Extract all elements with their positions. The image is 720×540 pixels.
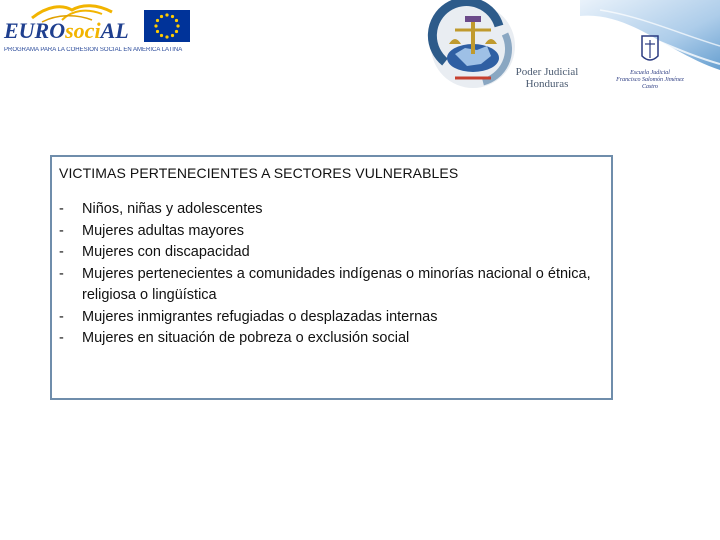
poder-judicial-line1: Poder Judicial [515, 66, 579, 78]
list-dash: - [59, 201, 64, 217]
eurosocial-tagline: PROGRAMA PARA LA COHESIÓN SOCIAL EN AMÉRICA LATINA [4, 47, 183, 53]
box-title: VICTIMAS PERTENECIENTES A SECTORES VULNERABLES [59, 165, 459, 181]
list-dash: - [59, 330, 64, 346]
eurosocial-logo [2, 2, 192, 58]
list-dash: - [59, 244, 64, 260]
vulnerable-sectors-list [59, 199, 603, 350]
list-item [59, 307, 603, 329]
list-dash: - [59, 265, 64, 282]
eu-flag-icon [144, 10, 190, 42]
list-item [59, 264, 603, 307]
corner-decoration [580, 0, 720, 100]
eurosocial-wordmark: EUROsociAL [4, 18, 129, 43]
list-item [59, 199, 603, 221]
list-item [59, 242, 603, 264]
list-item [59, 328, 603, 350]
poder-judicial-seal-icon [425, 0, 515, 100]
list-item-text: Mujeres adultas mayores [82, 222, 244, 239]
seal-line2: Francisco Salomón Jiménez Castro [616, 77, 684, 90]
content-box [50, 155, 613, 400]
list-item-text: Mujeres en situación de pobreza o exclusión social [82, 330, 410, 346]
list-dash: - [59, 222, 64, 239]
list-dash: - [59, 308, 64, 325]
poder-judicial-text [507, 66, 587, 90]
list-item [59, 221, 603, 243]
list-item-text: Mujeres con discapacidad [82, 244, 250, 260]
escuela-judicial-text [616, 70, 684, 91]
poder-judicial-logo [425, 0, 590, 100]
list-item-text: Mujeres pertenecientes a comunidades indígenas o minorías nacional o étnica, religiosa o lingüística [82, 265, 591, 303]
poder-judicial-line2: Honduras [525, 78, 569, 90]
seal-line1: Escuela Judicial [630, 70, 670, 76]
list-item-text: Mujeres inmigrantes refugiadas o desplazadas internas [82, 308, 438, 325]
list-item-text: Niños, niñas y adolescentes [82, 201, 263, 217]
